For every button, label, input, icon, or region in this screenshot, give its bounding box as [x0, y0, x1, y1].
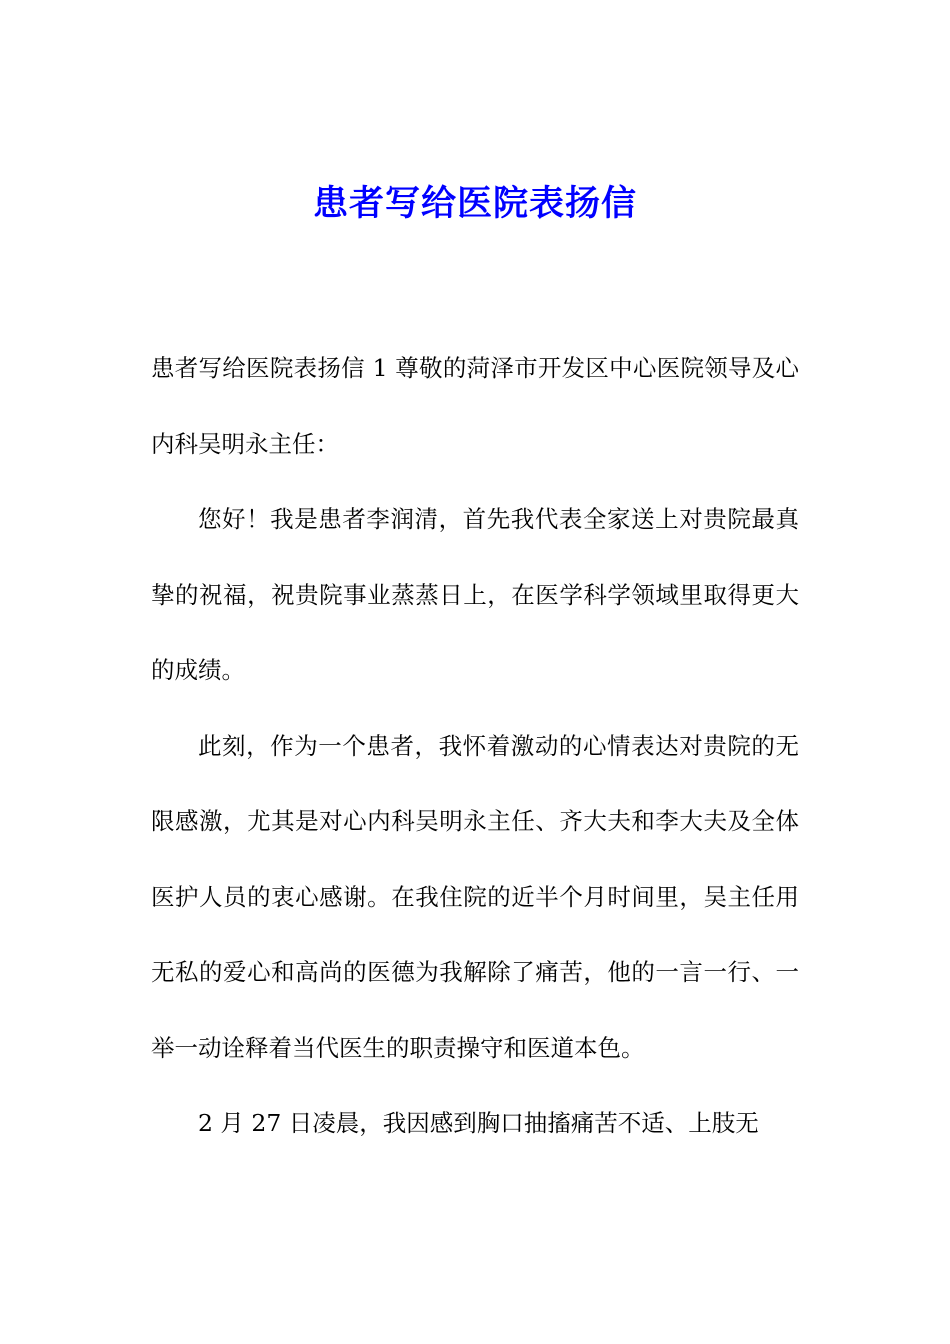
paragraph-account: 2 月 27 日凌晨，我因感到胸口抽搐痛苦不适、上肢无: [198, 1109, 759, 1137]
document-body: [151, 331, 799, 1162]
paragraph-salutation: 患者写给医院表扬信 1 尊敬的菏泽市开发区中心医院领导及心内科吴明永主任：: [151, 354, 799, 458]
paragraph-gratitude: 此刻，作为一个患者，我怀着激动的心情表达对贵院的无限感激，尤其是对心内科吴明永主任、齐大夫和李大夫及全体医护人员的衷心感谢。在我住院的近半个月时间里，吴主任用无私的爱心和高尚的医德为我解除了痛苦，他的一言一行、一举一动诠释着当代医生的职责操守和医道本色。: [151, 731, 799, 1062]
document-title: 患者写给医院表扬信: [312, 183, 637, 224]
paragraph-greeting: 您好！我是患者李润清，首先我代表全家送上对贵院最真挚的祝福，祝贵院事业蒸蒸日上，在医学科学领域里取得更大的成绩。: [151, 505, 799, 684]
